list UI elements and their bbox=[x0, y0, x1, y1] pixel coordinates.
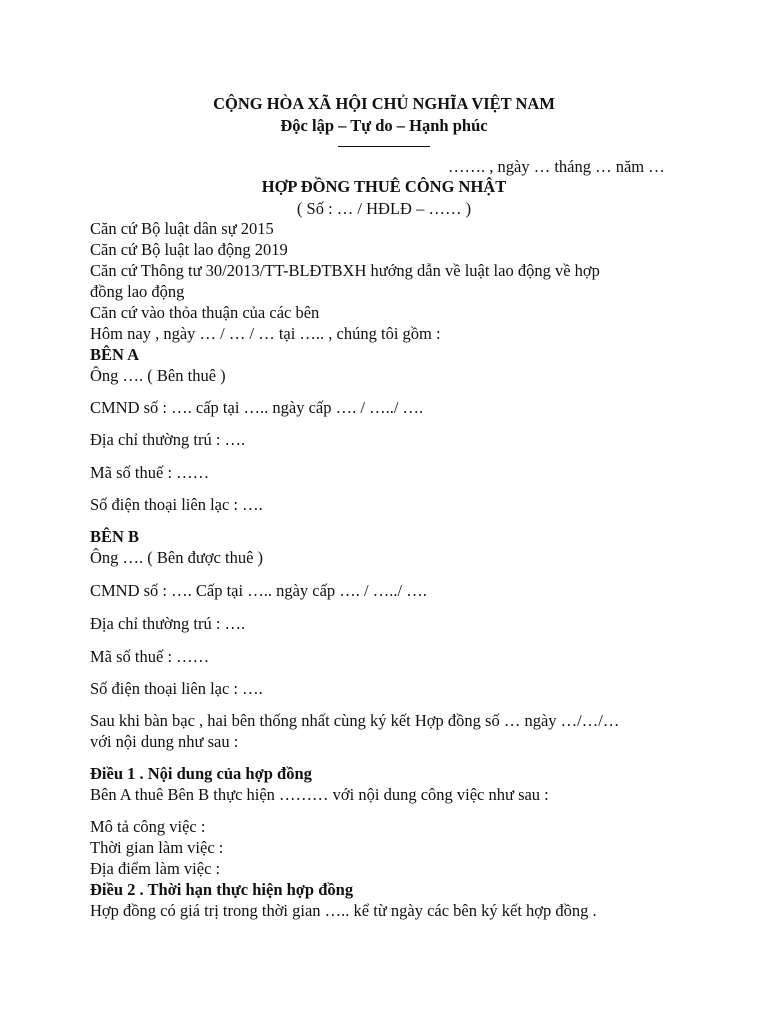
basis-line: Hôm nay , ngày … / … / … tại ….. , chúng tôi gồm : bbox=[90, 324, 441, 343]
place-date-line: ……. , ngày … tháng … năm … bbox=[448, 157, 665, 176]
article-1-intro: Bên A thuê Bên B thực hiện ……… với nội dung công việc như sau : bbox=[90, 785, 549, 804]
party-b-heading: BÊN B bbox=[90, 527, 140, 546]
article-1-heading: Điều 1 . Nội dung của hợp đồng bbox=[90, 764, 312, 783]
article-2-text: Hợp đồng có giá trị trong thời gian ….. kể từ ngày các bên ký kết hợp đồng . bbox=[90, 901, 597, 920]
agreement-line: Sau khi bàn bạc , hai bên thống nhất cùng ký kết Hợp đồng số … ngày …/…/… bbox=[90, 711, 620, 730]
party-a-phone: Số điện thoại liên lạc : …. bbox=[90, 495, 263, 514]
contract-number: ( Số : … / HĐLĐ – …… ) bbox=[296, 199, 472, 218]
basis-line: Căn cứ Bộ luật lao động 2019 bbox=[90, 240, 288, 259]
party-b-tax-code: Mã số thuế : …… bbox=[90, 647, 210, 666]
party-a-heading: BÊN A bbox=[90, 345, 140, 364]
basis-line: đồng lao động bbox=[90, 282, 185, 301]
party-a-address: Địa chỉ thường trú : …. bbox=[90, 430, 246, 449]
basis-line: Căn cứ Thông tư 30/2013/TT-BLĐTBXH hướng dẫn về luật lao động về hợp bbox=[90, 261, 600, 280]
motto: Độc lập – Tự do – Hạnh phúc bbox=[280, 116, 488, 135]
party-a-id-card: CMND số : …. cấp tại ….. ngày cấp …. / …../ …. bbox=[90, 398, 424, 417]
job-description-label: Mô tả công việc : bbox=[90, 817, 206, 836]
basis-line: Căn cứ Bộ luật dân sự 2015 bbox=[90, 219, 274, 238]
national-title: CỘNG HÒA XÃ HỘI CHỦ NGHĨA VIỆT NAM bbox=[213, 94, 555, 113]
basis-line: Căn cứ vào thỏa thuận của các bên bbox=[90, 303, 320, 322]
party-b-address: Địa chỉ thường trú : …. bbox=[90, 614, 246, 633]
party-b-id-card: CMND số : …. Cấp tại ….. ngày cấp …. / …../ …. bbox=[90, 581, 427, 600]
agreement-line: với nội dung như sau : bbox=[90, 732, 239, 751]
work-place-label: Địa điểm làm việc : bbox=[90, 859, 221, 878]
party-b-phone: Số điện thoại liên lạc : …. bbox=[90, 679, 263, 698]
party-a-name: Ông …. ( Bên thuê ) bbox=[90, 366, 226, 385]
party-b-name: Ông …. ( Bên được thuê ) bbox=[90, 548, 264, 567]
contract-title: HỢP ĐỒNG THUÊ CÔNG NHẬT bbox=[261, 177, 507, 196]
article-2-heading: Điều 2 . Thời hạn thực hiện hợp đồng bbox=[90, 880, 354, 899]
motto-underline bbox=[338, 146, 430, 147]
work-time-label: Thời gian làm việc : bbox=[90, 838, 224, 857]
party-a-tax-code: Mã số thuế : …… bbox=[90, 463, 210, 482]
